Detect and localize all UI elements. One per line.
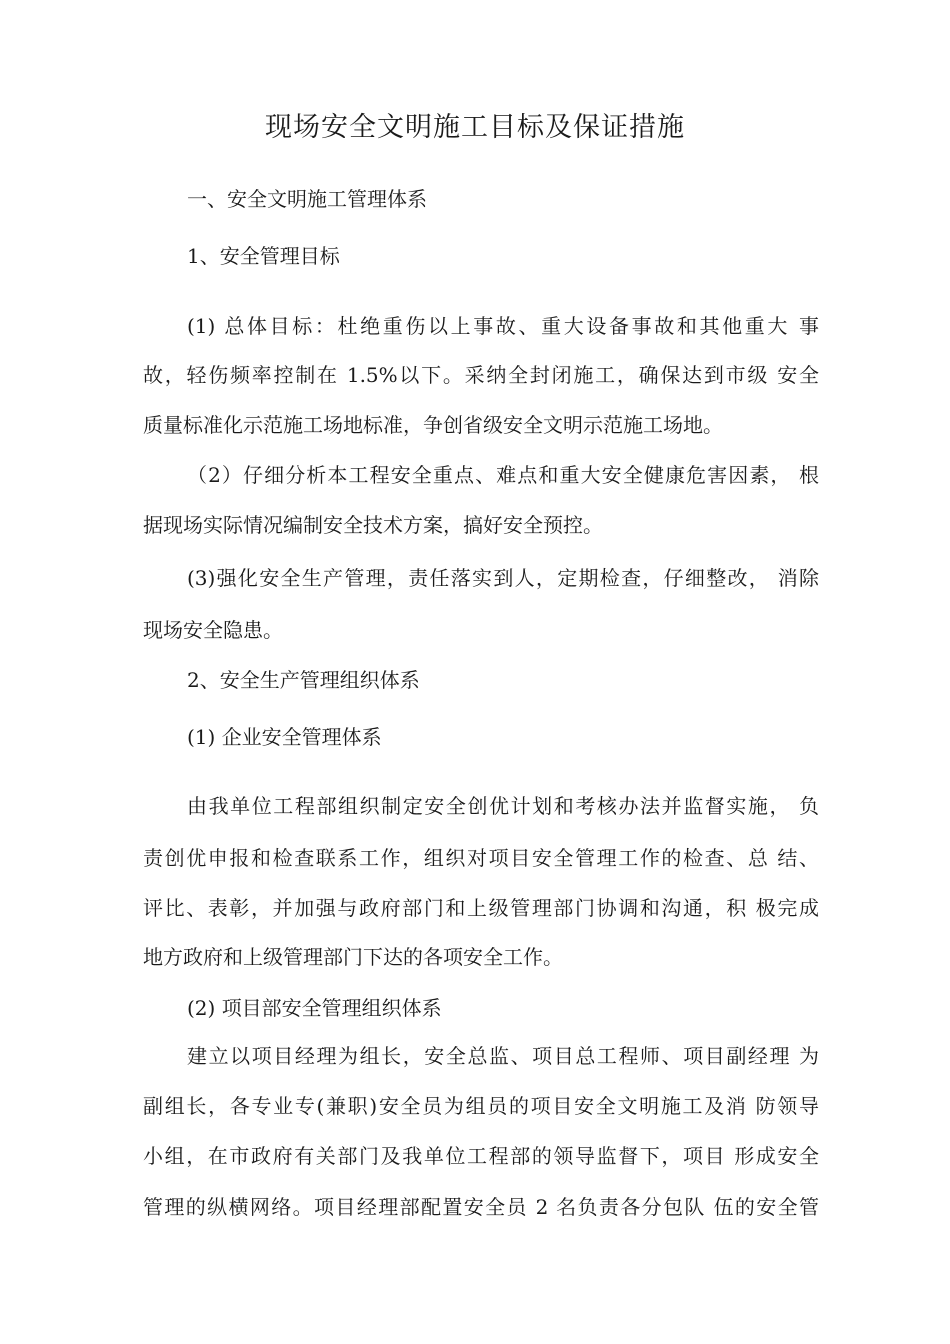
- paragraph-line: 副组长，各专业专(兼职)安全员为组员的项目安全文明施工及消 防领导: [143, 1094, 819, 1118]
- paragraph-line: 由我单位工程部组织制定安全创优计划和考核办法并监督实施， 负: [187, 794, 819, 818]
- paragraph-line: 评比、表彰，并加强与政府部门和上级管理部门协调和沟通，积 极完成: [143, 896, 819, 920]
- paragraph-line: (1) 总体目标：杜绝重伤以上事故、重大设备事故和其他重大 事: [187, 314, 819, 338]
- paragraph-line: 质量标准化示范施工场地标准，争创省级安全文明示范施工场地。: [143, 413, 723, 437]
- paragraph-line: 据现场实际情况编制安全技术方案，搞好安全预控。: [143, 513, 603, 537]
- paragraph-line: 故，轻伤频率控制在 1.5%以下。采纳全封闭施工，确保达到市级 安全: [143, 363, 819, 387]
- page-title: 现场安全文明施工目标及保证措施: [265, 112, 685, 143]
- paragraph-line: (3)强化安全生产管理，责任落实到人，定期检查，仔细整改， 消除: [187, 566, 819, 590]
- section-heading: 一、安全文明施工管理体系: [187, 187, 427, 211]
- subsection-heading: (1) 企业安全管理体系: [187, 725, 382, 749]
- paragraph-line: （2）仔细分析本工程安全重点、难点和重大安全健康危害因素， 根: [187, 463, 819, 487]
- subsection-heading: 2、安全生产管理组织体系: [187, 668, 420, 692]
- paragraph-line: 小组，在市政府有关部门及我单位工程部的领导监督下，项目 形成安全: [143, 1144, 819, 1168]
- paragraph-line: 现场安全隐患。: [143, 618, 283, 642]
- subsection-heading: (2) 项目部安全管理组织体系: [187, 996, 442, 1020]
- subsection-heading: 1、安全管理目标: [187, 244, 340, 268]
- paragraph-line: 管理的纵横网络。项目经理部配置安全员 2 名负责各分包队 伍的安全管: [143, 1195, 819, 1219]
- paragraph-line: 建立以项目经理为组长，安全总监、项目总工程师、项目副经理 为: [187, 1044, 819, 1068]
- paragraph-line: 责创优申报和检查联系工作，组织对项目安全管理工作的检查、总 结、: [143, 846, 819, 870]
- paragraph-line: 地方政府和上级管理部门下达的各项安全工作。: [143, 945, 563, 969]
